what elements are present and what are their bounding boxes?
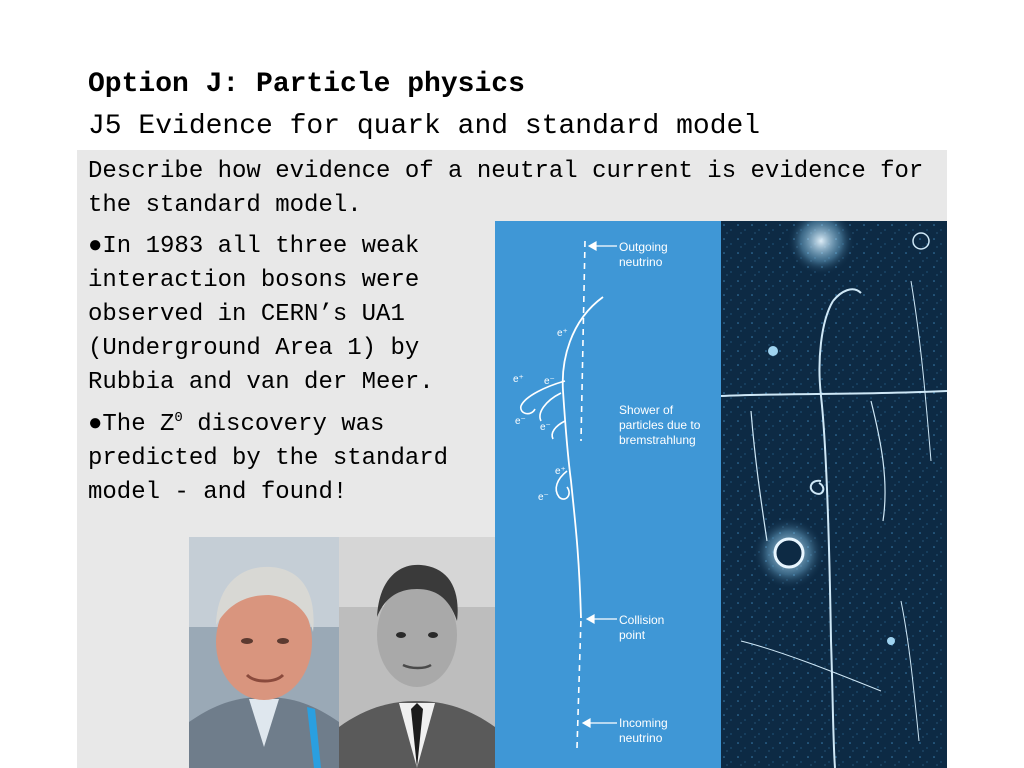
bullet-item-1 — [88, 230, 508, 400]
label-collision-point: Collision point — [619, 613, 665, 642]
slide-subtitle: J5 Evidence for quark and standard model — [88, 111, 761, 142]
bubble-chamber-image — [721, 221, 947, 768]
neutral-current-diagram — [495, 221, 721, 768]
outgoing-neutrino-track — [581, 241, 585, 441]
portrait-rubbia — [189, 537, 339, 768]
incoming-neutrino-track — [577, 618, 581, 748]
bullet-text-before: The Z — [102, 411, 175, 438]
shower-branch — [540, 393, 561, 421]
portrait-image — [189, 537, 339, 768]
electron-label: e⁻ — [538, 492, 549, 503]
label-shower: Shower of particles due to bremstrahlung — [619, 403, 701, 447]
question-text: Describe how evidence of a neutral current is evidence for the standard model. — [88, 158, 924, 219]
electron-label: e⁺ — [555, 466, 566, 477]
z-superscript: 0 — [174, 410, 183, 426]
label-outgoing-neutrino: Outgoing neutrino — [619, 240, 668, 269]
portrait-image — [339, 537, 495, 768]
shower-branch — [552, 421, 565, 439]
electron-label: e⁺ — [513, 374, 524, 385]
collision-arrowhead — [587, 615, 594, 623]
bullet-text-after: discovery was predicted by the standard model - and found! — [88, 411, 449, 506]
portrait-van-der-meer — [339, 537, 495, 768]
electron-label: e⁻ — [515, 416, 526, 427]
electron-label: e⁻ — [544, 376, 555, 387]
diagram-lines — [495, 221, 721, 768]
outgoing-arrowhead — [589, 242, 596, 250]
bullet-marker: ● — [88, 411, 103, 438]
bullet-text: In 1983 all three weak interaction bosons were observed in CERN’s UA1 (Underground Area 1) by Rubbia and van der Meer. — [88, 233, 434, 396]
electron-label: e⁺ — [557, 328, 568, 339]
incoming-arrowhead — [583, 719, 590, 727]
bubble-chamber-photo — [721, 221, 947, 768]
electron-label: e⁻ — [540, 422, 551, 433]
bullet-marker: ● — [88, 233, 103, 260]
label-incoming-neutrino: Incoming neutrino — [619, 716, 668, 745]
slide-title: Option J: Particle physics — [88, 69, 525, 100]
bullet-item-2 — [88, 408, 488, 510]
